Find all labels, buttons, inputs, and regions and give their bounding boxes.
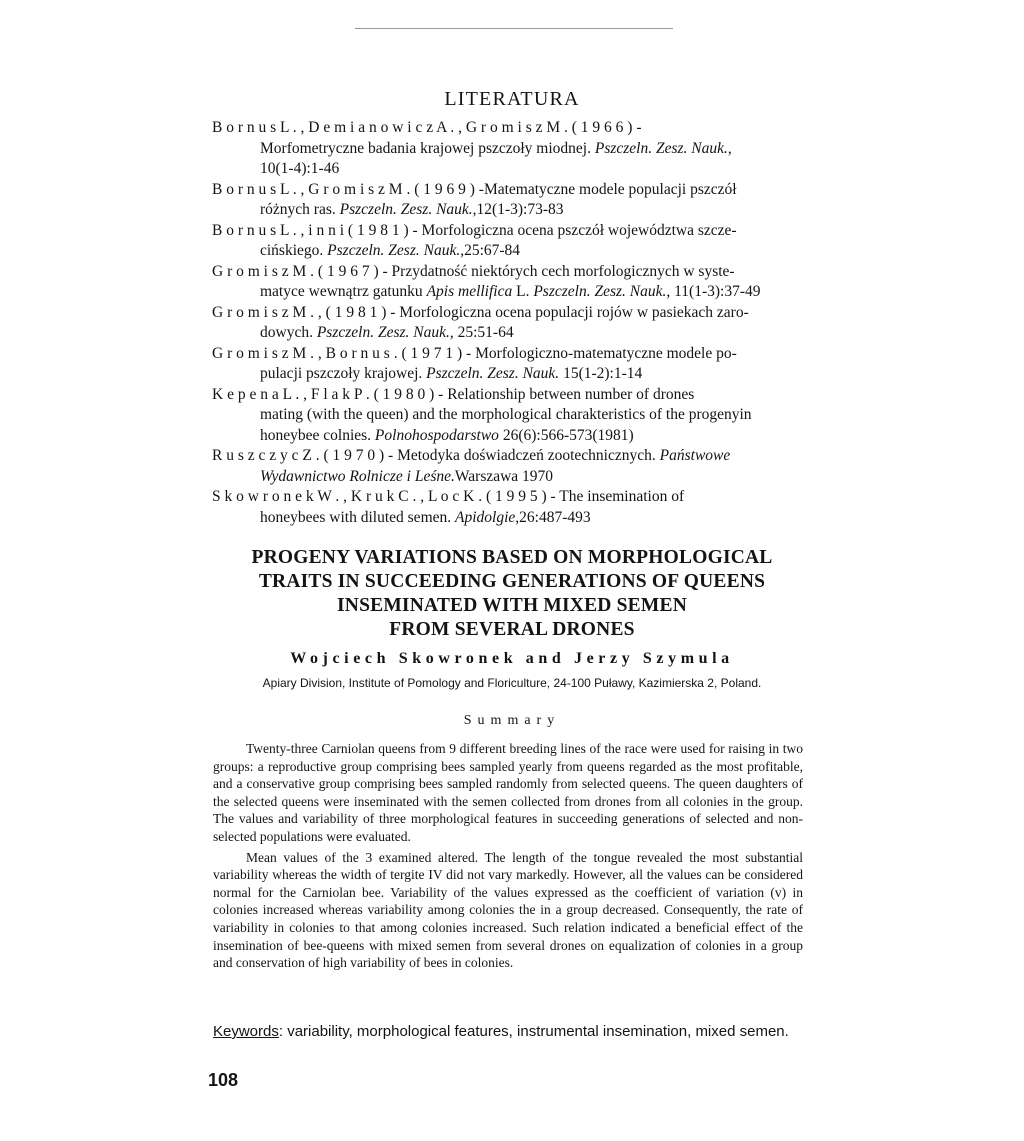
italic-text: Pszczeln. Zesz. Nauk. xyxy=(327,242,461,259)
text-run: matyce wewnątrz gatunku xyxy=(260,283,427,300)
reference-author: R u s z c z y c Z . ( 1 9 7 0 ) - xyxy=(212,447,394,464)
text-run: Matematyczne modele populacji pszczół xyxy=(483,180,737,198)
italic-text: Państwowe xyxy=(659,447,731,464)
article-authors: Wojciech Skowronek and Jerzy Szymula xyxy=(290,650,734,667)
text-run: , xyxy=(727,139,732,157)
italic-text: Pszczeln. Zesz. Nauk. xyxy=(316,324,450,341)
text-run: Morfologiczna ocena pszczół województwa szcze- xyxy=(417,221,737,239)
reference-entry xyxy=(212,446,807,487)
reference-continuation xyxy=(212,364,807,385)
italic-text: Pszczeln. Zesz. Nauk. xyxy=(426,365,560,382)
text-run: Warszawa 1970 xyxy=(454,467,554,485)
text-run: Morfologiczna ocena populacji rojów w pasiekach zaro- xyxy=(395,303,749,321)
reference-entry xyxy=(212,262,807,303)
reference-author: G r o m i s z M . , B o r n u s . ( 1 9 7 1 ) - xyxy=(212,344,472,362)
summary-body xyxy=(213,740,803,972)
page-number: 108 xyxy=(208,1070,239,1090)
reference-first-line xyxy=(212,180,807,201)
reference-first-line xyxy=(212,221,807,242)
reference-first-line xyxy=(212,344,807,365)
text-run: ,12(1-3):73-83 xyxy=(472,201,564,218)
text-run: ,25:67-84 xyxy=(460,242,521,259)
reference-first-line xyxy=(212,487,807,508)
text-run: honeybees with diluted semen. xyxy=(260,508,455,526)
reference-first-line xyxy=(212,118,807,139)
text-run: pulacji pszczoły krajowej. xyxy=(260,365,427,382)
reference-first-line xyxy=(212,385,807,406)
title-line: TRAITS IN SUCCEEDING GENERATIONS OF QUEENS xyxy=(258,571,766,592)
article-title xyxy=(0,546,1024,642)
text-run: 26(6):566-573(1981) xyxy=(498,426,634,444)
reference-entry xyxy=(212,303,807,344)
header-rule xyxy=(355,28,673,29)
text-run: 10(1-4):1-46 xyxy=(260,160,340,177)
reference-entry xyxy=(212,344,807,385)
text-run: L. xyxy=(512,283,534,300)
reference-continuation xyxy=(212,323,807,344)
text-run: Relationship between number of drones xyxy=(443,385,695,403)
reference-entry xyxy=(212,385,807,447)
text-run: Przydatność niektórych cech morfologicznych w syste- xyxy=(387,262,735,280)
reference-continuation xyxy=(212,426,807,447)
summary-paragraph: Twenty-three Carniolan queens from 9 different breeding lines of the race were used for raising in two groups: a reproductive group comprising bees sampled yearly from queens regarded as the most profitable, and a conservative group comprising bees sampled randomly from selected queens. The queen daughters of the selected queens were inseminated with the semen collected from drones from all colonies in the group. The values and variability of three morphological features in succeeding generations of selected and non-selected populations were evaluated. xyxy=(213,741,803,844)
reference-first-line xyxy=(212,303,807,324)
summary-heading: Summary xyxy=(463,713,561,728)
reference-continuation xyxy=(212,282,807,303)
reference-author: G r o m i s z M . , ( 1 9 8 1 ) - xyxy=(212,303,396,321)
text-run: , 11(1-3):37-49 xyxy=(666,283,761,300)
reference-first-line xyxy=(212,446,807,467)
title-line: PROGENY VARIATIONS BASED ON MORPHOLOGICAL xyxy=(251,547,773,568)
reference-first-line xyxy=(212,262,807,283)
reference-continuation xyxy=(212,467,807,488)
italic-text: Apidolgie xyxy=(455,508,516,526)
text-run: Metodyka doświadczeń zootechnicznych. xyxy=(393,447,660,464)
reference-entry xyxy=(212,221,807,262)
text-run: ,26:487-493 xyxy=(515,508,591,526)
text-run: 15(1-2):1-14 xyxy=(559,365,643,382)
reference-continuation xyxy=(212,405,807,426)
reference-continuation xyxy=(212,159,807,180)
reference-continuation xyxy=(212,508,807,529)
text-run: dowych. xyxy=(260,324,317,341)
reference-author: B o r n u s L . , G r o m i s z M . ( 1 9 6 9 ) - xyxy=(212,180,484,198)
author-affiliation: Apiary Division, Institute of Pomology and Floriculture, 24-100 Puławy, Kazimierska 2, Poland. xyxy=(262,676,762,690)
reference-author: B o r n u s L . , D e m i a n o w i c z A . , G r o m i s z M . ( 1 9 6 6 ) - xyxy=(212,119,642,136)
text-run: , 25:51-64 xyxy=(449,324,514,341)
text-run: różnych ras. xyxy=(260,201,340,218)
italic-text: Polnohospodarstwo xyxy=(374,426,499,444)
reference-author: K e p e n a L . , F l a k P . ( 1 9 8 0 ) - xyxy=(212,385,444,403)
text-run: The insemination of xyxy=(555,488,685,505)
text-run: Morfometryczne badania krajowej pszczoły miodnej. xyxy=(260,139,595,157)
reference-entry xyxy=(212,118,807,180)
reference-entry xyxy=(212,487,807,528)
reference-list xyxy=(212,118,807,528)
italic-text: Wydawnictwo Rolnicze i Leśne. xyxy=(260,467,455,485)
reference-entry xyxy=(212,180,807,221)
reference-author: S k o w r o n e k W . , K r u k C . , L o c K . ( 1 9 9 5 ) - xyxy=(212,488,556,505)
text-run: honeybee colnies. xyxy=(260,426,375,444)
summary-paragraph: Mean values of the 3 examined altered. The length of the tongue revealed the most substantial variability whereas the width of tergite IV did not vary markedly. However, all the values can be considered normal for the Carniolan bee. Variability of the values expressed as the coefficient of variation (v) in colonies increased whereas variability among colonies the in a group decreased. Consequently, the rate of variability in colonies to that among colonies increased. Such relation indicated a beneficial effect of the insemination of bee-queens with mixed semen from several drones on equalization of colonies in a group and conservation of high variability of bees in colonies. xyxy=(213,849,803,971)
title-line: FROM SEVERAL DRONES xyxy=(389,619,635,640)
text-run: mating (with the queen) and the morphological charakteristics of the progenyin xyxy=(260,406,752,423)
keywords-label: Keywords xyxy=(213,1023,279,1040)
reference-continuation xyxy=(212,139,807,160)
keywords-text: : variability, morphological features, instrumental insemination, mixed semen. xyxy=(278,1023,789,1040)
text-run: Morfologiczno-matematyczne modele po- xyxy=(471,344,737,362)
italic-text: Pszczeln. Zesz. Nauk. xyxy=(533,283,667,300)
italic-text: Pszczeln. Zesz. Nauk. xyxy=(339,201,473,218)
italic-text: Apis mellifica xyxy=(426,283,513,300)
title-line: INSEMINATED WITH MIXED SEMEN xyxy=(337,595,687,616)
text-run: cińskiego. xyxy=(260,242,328,259)
literature-heading: LITERATURA xyxy=(444,88,580,110)
italic-text: Pszczeln. Zesz. Nauk. xyxy=(594,139,728,157)
reference-author: B o r n u s L . , i n n i ( 1 9 8 1 ) - xyxy=(212,221,418,239)
keywords-line xyxy=(213,1023,813,1040)
reference-author: G r o m i s z M . ( 1 9 6 7 ) - xyxy=(212,262,388,280)
reference-continuation xyxy=(212,200,807,221)
reference-continuation xyxy=(212,241,807,262)
